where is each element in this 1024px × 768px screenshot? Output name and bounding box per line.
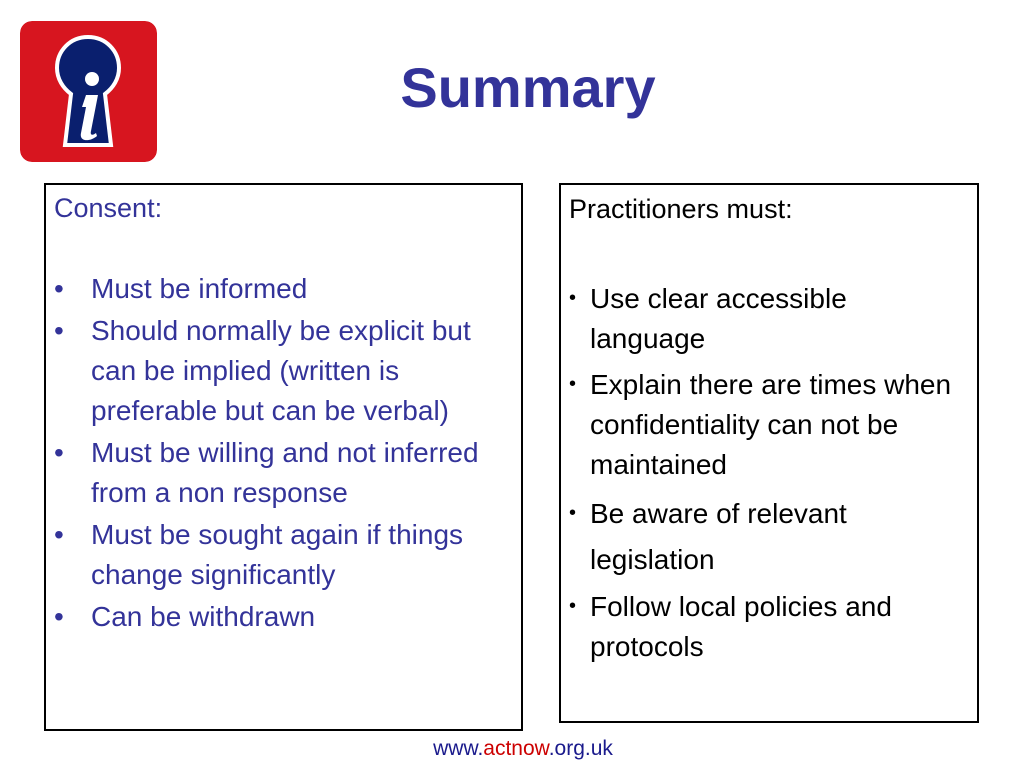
bullet-icon: • (54, 601, 64, 632)
bullet-icon: • (569, 595, 577, 617)
list-item-text: Should normally be explicit but can be implied (written is preferable but can be verbal) (91, 315, 471, 426)
list-item-text: Must be willing and not inferred from a non response (91, 437, 479, 508)
practitioners-box (559, 183, 979, 723)
bullet-icon: • (54, 437, 64, 468)
bullet-icon: • (54, 519, 64, 550)
footer-url[interactable] (0, 736, 1024, 762)
list-item-text: Be aware of relevant legislation (590, 498, 847, 575)
footer-url-suffix: .org.uk (548, 737, 613, 760)
list-item-text: Explain there are times when confidentiality can not be maintained (590, 369, 952, 480)
consent-list (54, 269, 514, 639)
bullet-icon: • (569, 502, 577, 524)
list-item (54, 515, 514, 595)
list-item (54, 433, 514, 513)
list-item-text: Must be informed (91, 273, 308, 304)
footer-url-prefix: www. (433, 737, 484, 760)
list-item (54, 597, 514, 637)
list-item-text: Can be withdrawn (91, 601, 316, 632)
list-item-text: Use clear accessible language (590, 283, 847, 354)
page-title: Summary (400, 56, 656, 119)
practitioners-heading: Practitioners must: (569, 194, 793, 224)
list-item-text: Follow local policies and protocols (590, 591, 892, 662)
bullet-icon: • (54, 273, 64, 304)
bullet-icon: • (569, 287, 577, 309)
consent-heading: Consent: (54, 193, 163, 223)
consent-box (44, 183, 523, 731)
bullet-icon: • (569, 373, 577, 395)
bullet-icon: • (54, 315, 64, 346)
list-item (569, 365, 969, 485)
list-item (569, 279, 969, 359)
practitioners-list (569, 279, 969, 673)
list-item (569, 587, 969, 667)
list-item (54, 311, 514, 431)
footer-url-brand: actnow (483, 737, 549, 760)
list-item (54, 269, 514, 309)
list-item (569, 491, 969, 583)
list-item-text: Must be sought again if things change significantly (91, 519, 464, 590)
